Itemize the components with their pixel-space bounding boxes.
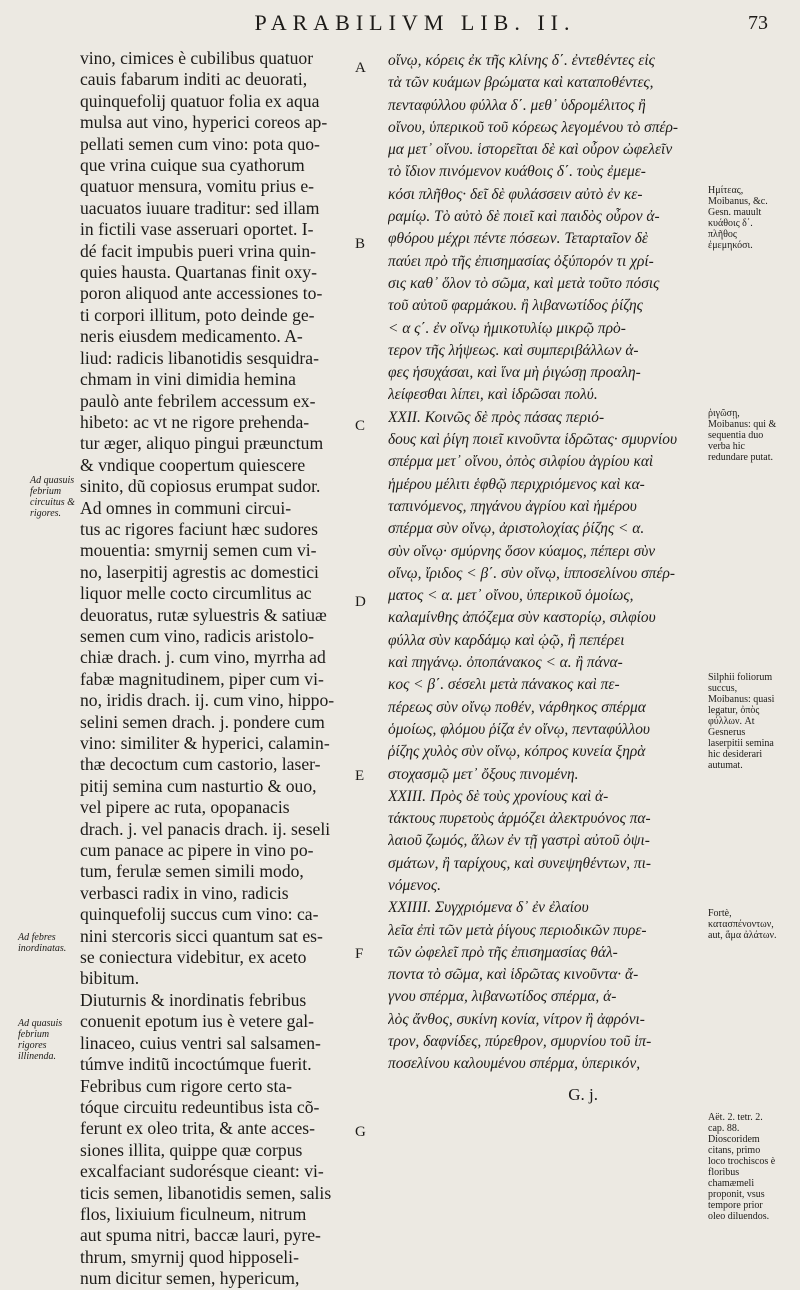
greek-text-line: λαιοῦ ζωμός, ἅλων ἐν τῇ γαστρὶ αὐτοῦ ὀψι- <box>388 832 650 850</box>
greek-text-line: οἴνῳ, ἴριδος < β΄. σὺν οἴνῳ, ἱπποσελίνου σπέρ- <box>388 564 675 582</box>
greek-text-line: μα μετ᾽ οἴνου. ἱστορεῖται δὲ καὶ οὖρον ὠφελεῖν <box>388 141 673 159</box>
latin-text-line: selini semen drach. j. pondere cum <box>80 711 325 732</box>
latin-text-line: cum panace ac pipere in vino po- <box>80 840 314 861</box>
greek-text-line: λὸς ἄνθος, συκίνη κονία, νίτρον ἢ ἀφρόνι- <box>388 1010 645 1028</box>
latin-text-line: dé facit impubis pueri vrina quin- <box>80 240 316 261</box>
latin-text-line: quinquefolij succus cum vino: ca- <box>80 904 319 925</box>
latin-text-line: Diuturnis & inordinatis febribus <box>80 989 307 1010</box>
latin-text-line: cauis fabarum inditi ac deuorati, <box>80 69 308 90</box>
latin-text-line: nini stercoris sicci quantum sat es- <box>80 925 323 946</box>
greek-text-line: κος < β΄. σέσελι μετὰ πάνακος καὶ πε- <box>388 676 620 694</box>
latin-text-line: no, iridis drach. ij. cum vino, hippo- <box>80 690 335 711</box>
greek-text-line: ματος < α. μετ᾽ οἴνου, ὑπερικοῦ ὁμοίως, <box>388 587 634 605</box>
section-letter: C <box>355 418 366 434</box>
latin-text-line: num dicitur semen, hypericum, <box>80 1268 300 1289</box>
greek-text-line: τρον, δαφνίδες, πύρεθρον, σμυρνίου τοῦ ἱπ- <box>388 1033 652 1051</box>
greek-text-line: σπέρμα μετ᾽ οἴνου, ὀπὸς σιλφίου ἀγρίου καὶ <box>388 453 654 471</box>
latin-text-line: in fictili vase asseruari oportet. I- <box>80 219 314 240</box>
right-margin-note: Silphii foliorum succus, Moibanus: quasi legatur, ὀπὸς φύλλων. At Gesnerus laserpitii semina hic desiderari autumat. <box>708 672 775 771</box>
greek-text-line: φες ἡσυχάσαι, καὶ ἵνα μὴ ῥιγώσῃ προαλη- <box>388 364 641 382</box>
greek-text-line: πέρεως σὺν οἴνῳ ποθέν, νάρθηκος σπέρμα <box>388 698 646 716</box>
latin-text-line: vino, cimices è cubilibus quatuor <box>80 48 314 68</box>
greek-text-line: λεῖα ἐπὶ τῶν μετὰ ῥίγους περιοδικῶν πυρε- <box>388 921 647 939</box>
latin-text-line: liquor melle cocto circumlitus ac <box>80 583 312 604</box>
latin-text-line: tum, ferulæ semen simili modo, <box>80 861 304 882</box>
latin-text-line: drach. j. vel panacis drach. ij. seseli <box>80 818 331 839</box>
greek-text-line: σὺν οἴνῳ· σμύρνης ὅσον κύαμος, πέπερι σὺν <box>388 542 656 560</box>
right-margin-note: Aët. 2. tetr. 2. cap. 88. Dioscoridem citans, primo loco trochiscos è floribus chamæmeli proponit, vsus tempore prior oleo diluendos. <box>708 1112 776 1222</box>
latin-text-line: verbasci radix in vino, radicis <box>80 882 289 903</box>
latin-text-line: sinito, dũ copiosus erumpat sudor. <box>80 476 321 497</box>
latin-text-line: deuoratus, rutæ syluestris & satiuæ <box>80 604 327 625</box>
latin-text-line: liud: radicis libanotidis sesquidra- <box>80 347 319 368</box>
latin-text-line: siones illita, quippe quæ corpus <box>80 1139 303 1160</box>
latin-text-line: conuenit epotum ius è vetere gal- <box>80 1011 315 1032</box>
section-letter: B <box>355 236 366 252</box>
latin-text-line: quinquefolij quatuor folia ex aqua <box>80 90 320 111</box>
latin-text-line: no, laserpitij agrestis ac domestici <box>80 561 319 582</box>
latin-text-line: que vrina cuique sua cyathorum <box>80 155 305 176</box>
greek-text-line: ραμίῳ. Τὸ αὐτὸ δὲ ποιεῖ καὶ παιδὸς οὖρον ἀ- <box>388 208 660 226</box>
greek-text-line: καλαμίνθης ἀπόζεμα σὺν καστορίῳ, σιλφίου <box>388 609 656 627</box>
right-margin-note: ῥιγῶσῃ, Moibanus: qui & sequentia duo verba hic redundare putat. <box>708 408 777 463</box>
section-letter: F <box>355 946 364 962</box>
right-margin-note: Ημίτεας, Moibanus, &c. Gesn. mauult κυάθοις δ΄. πλῆθος ἐμεμηκόσι. <box>708 185 768 251</box>
latin-text-line: ti corpori illitum, poto deinde ge- <box>80 304 315 325</box>
greek-text-line: σις καθ᾽ ὅλον τὸ σῶμα, καὶ μετὰ τοῦτο πόσις <box>388 274 660 292</box>
latin-text-line: bibitum. <box>80 968 140 989</box>
latin-text-line: mulsa aut vino, hyperici coreos ap- <box>80 112 328 133</box>
greek-text-line: < α ς΄. ἐν οἴνῳ ἡμικοτυλίῳ μικρῷ πρὸ- <box>388 319 626 337</box>
greek-text-line: XXIII. Πρὸς δὲ τοὺς χρονίους καὶ ἀ- <box>388 787 609 805</box>
latin-text-line: tus ac rigores faciunt hæc sudores <box>80 518 318 539</box>
greek-text-line: τῶν ὠφελεῖ πρὸ τῆς ἐπισημασίας θάλ- <box>388 943 618 961</box>
greek-text-line: πενταφύλλου φύλλα δ΄. μεθ᾽ ὑδρομέλιτος ἢ <box>388 96 646 114</box>
greek-text-line: ὁμοίως, φλόμου ῥίζα ἐν οἴνῳ, πενταφύλλου <box>388 720 650 738</box>
greek-text-line: XXII. Κοινῶς δὲ πρὸς πάσας περιό- <box>388 408 605 426</box>
section-letter: A <box>355 60 366 76</box>
greek-text-line: τερον τῆς λήψεως. καὶ συμπεριβάλλων ἀ- <box>388 341 639 359</box>
greek-text-line: γνου σπέρμα, λιβανωτίδος σπέρμα, ἁ- <box>388 988 617 1006</box>
latin-text-line: quies hausta. Quartanas finit oxy- <box>80 262 317 283</box>
latin-text-line: & vndique coopertum quiescere <box>80 454 306 475</box>
greek-text-line: οἴνῳ, κόρεις ἐκ τῆς κλίνης δ΄. ἐντεθέντες εἰς <box>388 52 655 69</box>
latin-text-line: thrum, smyrnij quod hipposeli- <box>80 1246 299 1267</box>
latin-text-line: Ad omnes in communi circui- <box>80 497 292 518</box>
latin-text-line: túmve inditũ incoctúmque fuerit. <box>80 1054 312 1075</box>
left-margin-note: Ad febres inordinatas. <box>18 932 67 954</box>
latin-column <box>80 48 355 1290</box>
right-margin-note: Fortè, κατασπένοντων, aut, ἅμα ἀλάτων. <box>708 908 777 941</box>
greek-text-line: παύει πρὸ τῆς ἐπισημασίας ὀξύπορόν τι χρί- <box>388 252 654 270</box>
greek-text-line: καὶ πηγάνῳ. ὀποπάνακος < α. ἢ πάνα- <box>388 654 623 672</box>
greek-text-line: XXIIII. Συγχριόμενα δ᾽ ἐν ἐλαίου <box>388 899 589 917</box>
greek-text-line: τὰ τῶν κυάμων βρώματα καὶ καταποθέντες, <box>388 74 654 92</box>
section-letter: E <box>355 768 365 784</box>
latin-text-line: tur æger, aliquo pingui præunctum <box>80 433 324 454</box>
latin-text-line: vino: similiter & hyperici, calamin- <box>80 733 330 753</box>
latin-text-line: thæ decoctum cum castorio, laser- <box>80 754 321 775</box>
latin-text-line: ticis semen, libanotidis semen, salis <box>80 1182 332 1203</box>
greek-text-line: σπέρμα σὺν οἴνῳ, ἀριστολοχίας ῥίζης < α. <box>388 520 645 538</box>
greek-text-line: στοχασμῷ μετ᾽ ὄξους πινομένη. <box>388 765 579 783</box>
greek-text-line: ποντα τὸ σῶμα, καὶ ἱδρῶτας κινοῦντα· ἄ- <box>388 966 639 984</box>
running-header: PARABILIVM LIB. II. <box>254 10 576 35</box>
left-margin-note: Ad quasuis febrium rigores illinenda. <box>18 1018 63 1062</box>
greek-text-line: λείφεσθαι λίπει, καὶ ἱδρῶσαι πολύ. <box>388 386 598 404</box>
latin-text-line: pitij semina cum nasturtio & ouo, <box>80 775 317 796</box>
latin-text-line: mouentia: smyrnij semen cum vi- <box>80 540 317 561</box>
section-letter: D <box>355 594 366 610</box>
latin-text-line: neris eiusdem medicamento. A- <box>80 326 303 347</box>
latin-text-line: Febribus cum rigore certo sta- <box>80 1075 293 1096</box>
greek-text-line: σμάτων, ἢ ταρίχους, καὶ συνεψηθέντων, πι- <box>388 854 651 872</box>
greek-text-line: οἴνου, ὑπερικοῦ τοῦ κόρεως λεγομένου τὸ σπέρ- <box>388 118 679 136</box>
latin-text-line: semen cum vino, radicis aristolo- <box>80 625 315 646</box>
latin-text-line: linaceo, cuius ventri sal salsamen- <box>80 1032 321 1053</box>
latin-text-line: fabæ magnitudinem, piper cum vi- <box>80 668 324 689</box>
latin-text-line: tóque circuitu redeuntibus ista cõ- <box>80 1096 320 1117</box>
latin-text-line: ferunt ex oleo trita, & ante acces- <box>80 1118 315 1139</box>
latin-text-line: pellati semen cum vino: pota quo- <box>80 133 320 154</box>
latin-text-line: vel pipere ac ruta, opopanacis <box>80 797 290 818</box>
greek-text-line: τοῦ αὐτοῦ φαρμάκου. ἢ λιβανωτίδος ῥίζης <box>388 297 643 315</box>
latin-text-line: aut spuma nitri, baccæ lauri, pyre- <box>80 1225 321 1246</box>
greek-text-line: τὸ ἴδιον πινόμενον κυάθοις δ΄. τοὺς ἐμεμε- <box>388 163 646 181</box>
latin-text-line: quatuor mensura, vomitu prius e- <box>80 176 315 197</box>
greek-text-line: ἡμέρου μέλιτι ἑφθῷ περιχριόμενος καὶ κα- <box>388 475 645 493</box>
greek-text-line: δους καὶ ῥίγη ποιεῖ κινοῦντα ἱδρῶτας· σμυρνίου <box>388 431 678 449</box>
greek-text-line: ποσελίνου καλουμένου σπέρμα, ὑπερικόν, <box>388 1055 641 1073</box>
latin-text-line: poron aliquod ante accessiones to- <box>80 283 323 304</box>
latin-text-line: chiæ drach. j. cum vino, myrrha ad <box>80 647 326 668</box>
greek-text-line: φύλλα σὺν καρδάμῳ καὶ ᾠῷ, ἢ πεπέρει <box>388 631 625 649</box>
greek-text-line: νόμενος. <box>388 876 441 894</box>
greek-column <box>388 50 748 1106</box>
greek-text-line: ῥίζης χυλὸς σὺν οἴνῳ, κόπρος κυνεία ξηρὰ <box>388 743 646 761</box>
latin-text-line: excalfaciant sudorésque cieant: vi- <box>80 1161 324 1182</box>
greek-text-line: ταπινόμενος, πηγάνου ἀγρίου καὶ ἡμέρου <box>388 497 637 515</box>
page-number: 73 <box>748 12 768 34</box>
greek-text-line: κόσι πλῆθος· δεῖ δὲ φυλάσσειν αὐτὸ ἐν κε- <box>388 185 643 203</box>
section-letter: G <box>355 1124 366 1140</box>
latin-text-line: flos, lixiuium ficulneum, nitrum <box>80 1203 307 1224</box>
greek-text-line: τάκτους πυρετοὺς ἁρμόζει ἀλεκτρυόνος πα- <box>388 810 651 828</box>
catchword: G. j. <box>568 1084 598 1104</box>
left-margin-note: Ad quasuis febrium circuitus & rigores. <box>30 475 75 519</box>
latin-text-line: uacuatos iuuare traditur: sed illam <box>80 197 320 218</box>
latin-text-line: chmam in vini dimidia hemina <box>80 369 296 390</box>
latin-text-line: hibeto: ac vt ne rigore prehenda- <box>80 411 310 432</box>
latin-text-line: paulò ante febrilem accessum ex- <box>80 390 316 411</box>
latin-text-line: se coniectura videbitur, ex aceto <box>80 947 307 968</box>
greek-text-line: φθόρου μέχρι πέντε πόσεων. Τεταρταῖον δὲ <box>388 230 648 248</box>
